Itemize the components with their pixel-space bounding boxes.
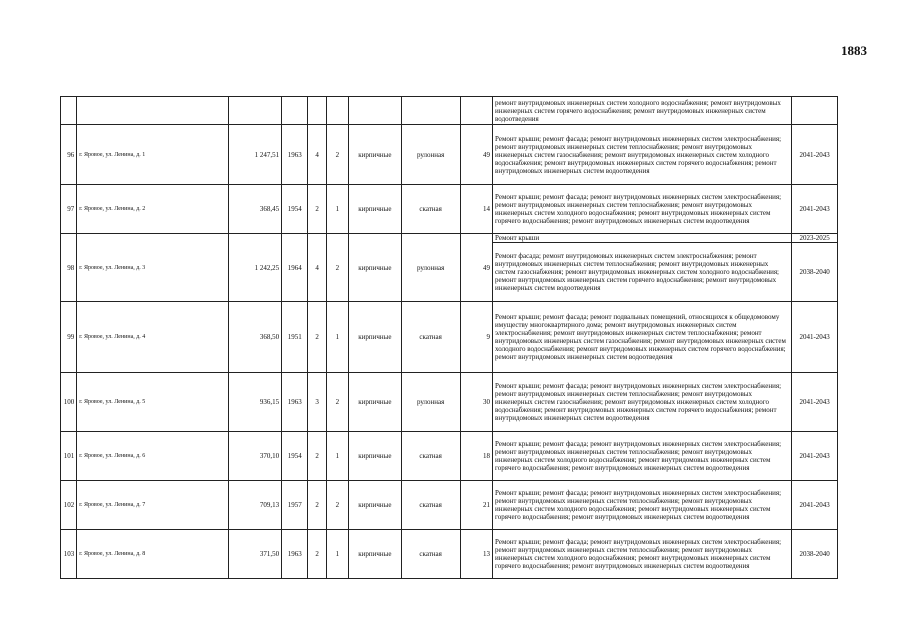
table-row bbox=[61, 97, 838, 125]
roof-cell: скатная bbox=[401, 530, 460, 579]
works-cell: Ремонт крыши; ремонт фасада; ремонт внутридомовых инженерных систем электроснабжения; ремонт внутридомовых инженерных систем теплоснабжения; ремонт внутридомовых инженерных систем газоснабжения; ремонт внутридомовых инженерных систем холодного водоснабжения; ремонт внутридомовых инженерных систем горячего водоснабжения; ремонт внутридомовых инженерных систем водоотведения bbox=[493, 373, 792, 432]
area-cell: 1 242,25 bbox=[229, 234, 282, 302]
entrances-cell: 1 bbox=[326, 432, 348, 481]
roof-cell: рулонная bbox=[401, 373, 460, 432]
year-cell bbox=[282, 97, 308, 125]
address-cell: г. Яровое, ул. Ленина, д. 2 bbox=[77, 185, 229, 234]
works-cell: Ремонт крыши; ремонт фасада; ремонт подвальных помещений, относящихся к общедомовому имуществу многоквартирного дома; ремонт внутридомовых инженерных систем электроснабжения; ремонт внутридомовых инженерных систем теплоснабжения; ремонт внутридомовых инженерных систем газоснабжения; ремонт внутридомовых инженерных систем холодного водоснабжения; ремонт внутридомовых инженерных систем горячего водоснабжения; ремонт внутридомовых инженерных систем водоотведения bbox=[493, 302, 792, 373]
row-number: 96 bbox=[61, 125, 77, 185]
works-cell: Ремонт крыши; ремонт фасада; ремонт внутридомовых инженерных систем электроснабжения; ремонт внутридомовых инженерных систем теплоснабжения; ремонт внутридомовых инженерных систем холодного водоснабжения; ремонт внутридомовых инженерных систем горячего водоснабжения; ремонт внутридомовых инженерных систем водоотведения bbox=[493, 185, 792, 234]
entrances-cell: 2 bbox=[326, 125, 348, 185]
period-cell: 2038-2040 bbox=[792, 530, 838, 579]
works-cell: Ремонт крыши; ремонт фасада; ремонт внутридомовых инженерных систем электроснабжения; ремонт внутридомовых инженерных систем теплоснабжения; ремонт внутридомовых инженерных систем холодного водоснабжения; ремонт внутридомовых инженерных систем горячего водоснабжения; ремонт внутридомовых инженерных систем водоотведения bbox=[493, 432, 792, 481]
roof-cell: скатная bbox=[401, 302, 460, 373]
works-cell: ремонт внутридомовых инженерных систем холодного водоснабжения; ремонт внутридомовых инженерных систем горячего водоснабжения; ремонт внутридомовых инженерных систем водоотведения bbox=[493, 97, 792, 125]
floors-cell bbox=[308, 97, 326, 125]
entrances-cell: 2 bbox=[326, 481, 348, 530]
material-cell: кирпичные bbox=[349, 530, 402, 579]
year-cell: 1954 bbox=[282, 185, 308, 234]
period-cell: 2041-2043 bbox=[792, 125, 838, 185]
roof-cell: скатная bbox=[401, 481, 460, 530]
material-cell: кирпичные bbox=[349, 432, 402, 481]
wear-cell bbox=[460, 97, 492, 125]
row-number: 99 bbox=[61, 302, 77, 373]
area-cell: 368,50 bbox=[229, 302, 282, 373]
floors-cell: 2 bbox=[308, 530, 326, 579]
address-cell: г. Яровое, ул. Ленина, д. 3 bbox=[77, 234, 229, 302]
floors-cell: 2 bbox=[308, 302, 326, 373]
table-row bbox=[61, 432, 838, 481]
row-number: 102 bbox=[61, 481, 77, 530]
material-cell: кирпичные bbox=[349, 481, 402, 530]
area-cell bbox=[229, 97, 282, 125]
roof-cell: рулонная bbox=[401, 125, 460, 185]
entrances-cell: 1 bbox=[326, 530, 348, 579]
floors-cell: 2 bbox=[308, 432, 326, 481]
works-cell: Ремонт крыши; ремонт фасада; ремонт внутридомовых инженерных систем электроснабжения; ремонт внутридомовых инженерных систем теплоснабжения; ремонт внутридомовых инженерных систем газоснабжения; ремонт внутридомовых инженерных систем холодного водоснабжения; ремонт внутридомовых инженерных систем горячего водоснабжения; ремонт внутридомовых инженерных систем водоотведения bbox=[493, 125, 792, 185]
wear-cell: 49 bbox=[460, 125, 492, 185]
floors-cell: 3 bbox=[308, 373, 326, 432]
entrances-cell: 2 bbox=[326, 234, 348, 302]
year-cell: 1957 bbox=[282, 481, 308, 530]
year-cell: 1964 bbox=[282, 234, 308, 302]
wear-cell: 30 bbox=[460, 373, 492, 432]
page-number: 1883 bbox=[841, 43, 867, 58]
floors-cell: 4 bbox=[308, 234, 326, 302]
material-cell: кирпичные bbox=[349, 373, 402, 432]
table-row bbox=[61, 481, 838, 530]
wear-cell: 13 bbox=[460, 530, 492, 579]
repair-program-table bbox=[60, 96, 838, 579]
area-cell: 368,45 bbox=[229, 185, 282, 234]
area-cell: 1 247,51 bbox=[229, 125, 282, 185]
address-cell bbox=[77, 97, 229, 125]
floors-cell: 2 bbox=[308, 185, 326, 234]
address-cell: г. Яровое, ул. Ленина, д. 4 bbox=[77, 302, 229, 373]
area-cell: 936,15 bbox=[229, 373, 282, 432]
area-cell: 709,13 bbox=[229, 481, 282, 530]
material-cell: кирпичные bbox=[349, 185, 402, 234]
address-cell: г. Яровое, ул. Ленина, д. 8 bbox=[77, 530, 229, 579]
address-cell: г. Яровое, ул. Ленина, д. 1 bbox=[77, 125, 229, 185]
material-cell bbox=[349, 97, 402, 125]
works-cell: Ремонт крыши; ремонт фасада; ремонт внутридомовых инженерных систем электроснабжения; ремонт внутридомовых инженерных систем теплоснабжения; ремонт внутридомовых инженерных систем холодного водоснабжения; ремонт внутридомовых инженерных систем горячего водоснабжения; ремонт внутридомовых инженерных систем водоотведения bbox=[493, 481, 792, 530]
row-number: 98 bbox=[61, 234, 77, 302]
entrances-cell bbox=[326, 97, 348, 125]
wear-cell: 21 bbox=[460, 481, 492, 530]
row-number bbox=[61, 97, 77, 125]
year-cell: 1954 bbox=[282, 432, 308, 481]
entrances-cell: 1 bbox=[326, 302, 348, 373]
entrances-cell: 1 bbox=[326, 185, 348, 234]
roof-cell: рулонная bbox=[401, 234, 460, 302]
period-cell: 2041-2043 bbox=[792, 373, 838, 432]
wear-cell: 49 bbox=[460, 234, 492, 302]
wear-cell: 14 bbox=[460, 185, 492, 234]
material-cell: кирпичные bbox=[349, 125, 402, 185]
floors-cell: 4 bbox=[308, 125, 326, 185]
table-row bbox=[61, 373, 838, 432]
table-row bbox=[61, 185, 838, 234]
roof-cell bbox=[401, 97, 460, 125]
material-cell: кирпичные bbox=[349, 234, 402, 302]
area-cell: 370,10 bbox=[229, 432, 282, 481]
wear-cell: 9 bbox=[460, 302, 492, 373]
period-cell: 2038-2040 bbox=[792, 243, 838, 302]
works-cell: Ремонт крыши; ремонт фасада; ремонт внутридомовых инженерных систем электроснабжения; ремонт внутридомовых инженерных систем теплоснабжения; ремонт внутридомовых инженерных систем холодного водоснабжения; ремонт внутридомовых инженерных систем горячего водоснабжения; ремонт внутридомовых инженерных систем водоотведения bbox=[493, 530, 792, 579]
entrances-cell: 2 bbox=[326, 373, 348, 432]
address-cell: г. Яровое, ул. Ленина, д. 5 bbox=[77, 373, 229, 432]
address-cell: г. Яровое, ул. Ленина, д. 7 bbox=[77, 481, 229, 530]
period-cell bbox=[792, 97, 838, 125]
table-row bbox=[61, 530, 838, 579]
material-cell: кирпичные bbox=[349, 302, 402, 373]
row-number: 97 bbox=[61, 185, 77, 234]
year-cell: 1951 bbox=[282, 302, 308, 373]
period-cell: 2023-2025 bbox=[792, 234, 838, 243]
year-cell: 1963 bbox=[282, 373, 308, 432]
table-row bbox=[61, 234, 838, 243]
works-cell: Ремонт крыши bbox=[493, 234, 792, 243]
row-number: 100 bbox=[61, 373, 77, 432]
year-cell: 1963 bbox=[282, 125, 308, 185]
row-number: 103 bbox=[61, 530, 77, 579]
period-cell: 2041-2043 bbox=[792, 432, 838, 481]
year-cell: 1963 bbox=[282, 530, 308, 579]
table-row bbox=[61, 302, 838, 373]
row-number: 101 bbox=[61, 432, 77, 481]
roof-cell: скатная bbox=[401, 432, 460, 481]
period-cell: 2041-2043 bbox=[792, 302, 838, 373]
works-cell: Ремонт фасада; ремонт внутридомовых инженерных систем электроснабжения; ремонт внутридомовых инженерных систем теплоснабжения; ремонт внутридомовых инженерных систем газоснабжения; ремонт внутридомовых инженерных систем холодного водоснабжения; ремонт внутридомовых инженерных систем горячего водоснабжения; ремонт внутридомовых инженерных систем водоотведения bbox=[493, 243, 792, 302]
period-cell: 2041-2043 bbox=[792, 185, 838, 234]
address-cell: г. Яровое, ул. Ленина, д. 6 bbox=[77, 432, 229, 481]
period-cell: 2041-2043 bbox=[792, 481, 838, 530]
area-cell: 371,50 bbox=[229, 530, 282, 579]
wear-cell: 18 bbox=[460, 432, 492, 481]
table-row bbox=[61, 125, 838, 185]
floors-cell: 2 bbox=[308, 481, 326, 530]
roof-cell: скатная bbox=[401, 185, 460, 234]
